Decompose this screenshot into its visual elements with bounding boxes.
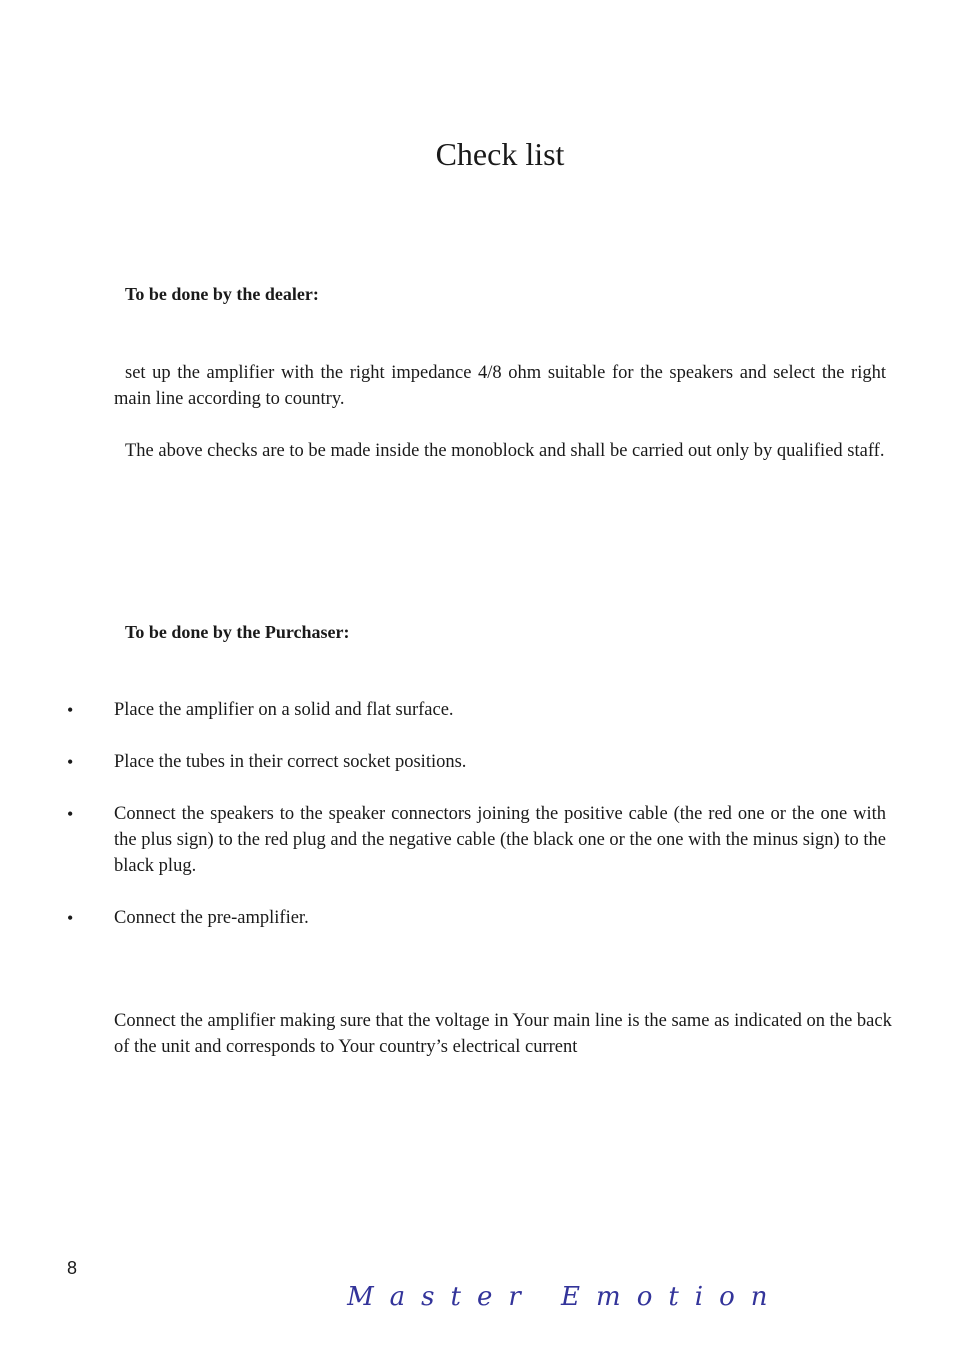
page-number: 8	[67, 1258, 78, 1278]
purchaser-checklist	[0, 697, 954, 957]
brand-logo	[250, 1252, 784, 1342]
brand-text: Master Emotion	[347, 1282, 784, 1312]
bullet-icon: •	[67, 700, 74, 720]
list-item-text: Place the tubes in their correct socket positions.	[114, 752, 467, 772]
final-paragraph: Connect the amplifier making sure that the voltage in Your main line is the same as indicated on the back of the unit and corresponds to Your country’s electrical current	[114, 1011, 892, 1057]
list-item	[0, 697, 886, 723]
dealer-paragraph-1: set up the amplifier with the right impedance 4/8 ohm suitable for the speakers and select the right main line according to country.	[114, 363, 886, 409]
purchaser-heading: To be done by the Purchaser:	[125, 622, 350, 642]
page-title: Check list	[435, 136, 565, 172]
bullet-icon: •	[67, 752, 74, 772]
list-item-text: Connect the pre-amplifier.	[114, 908, 309, 928]
list-item	[0, 905, 886, 931]
list-item	[0, 801, 886, 879]
bullet-icon: •	[67, 908, 74, 928]
bullet-icon: •	[67, 804, 74, 824]
list-item-text: Connect the speakers to the speaker connectors joining the positive cable (the red one or the one with the plus sign) to the red plug and the negative cable (the black one or the one with the minus sign) to the black plug.	[114, 804, 886, 876]
dealer-paragraph-2: The above checks are to be made inside the monoblock and shall be carried out only by qualified staff.	[125, 441, 885, 461]
list-item	[0, 749, 886, 775]
dealer-heading: To be done by the dealer:	[125, 284, 319, 304]
list-item-text: Place the amplifier on a solid and flat surface.	[114, 700, 454, 720]
